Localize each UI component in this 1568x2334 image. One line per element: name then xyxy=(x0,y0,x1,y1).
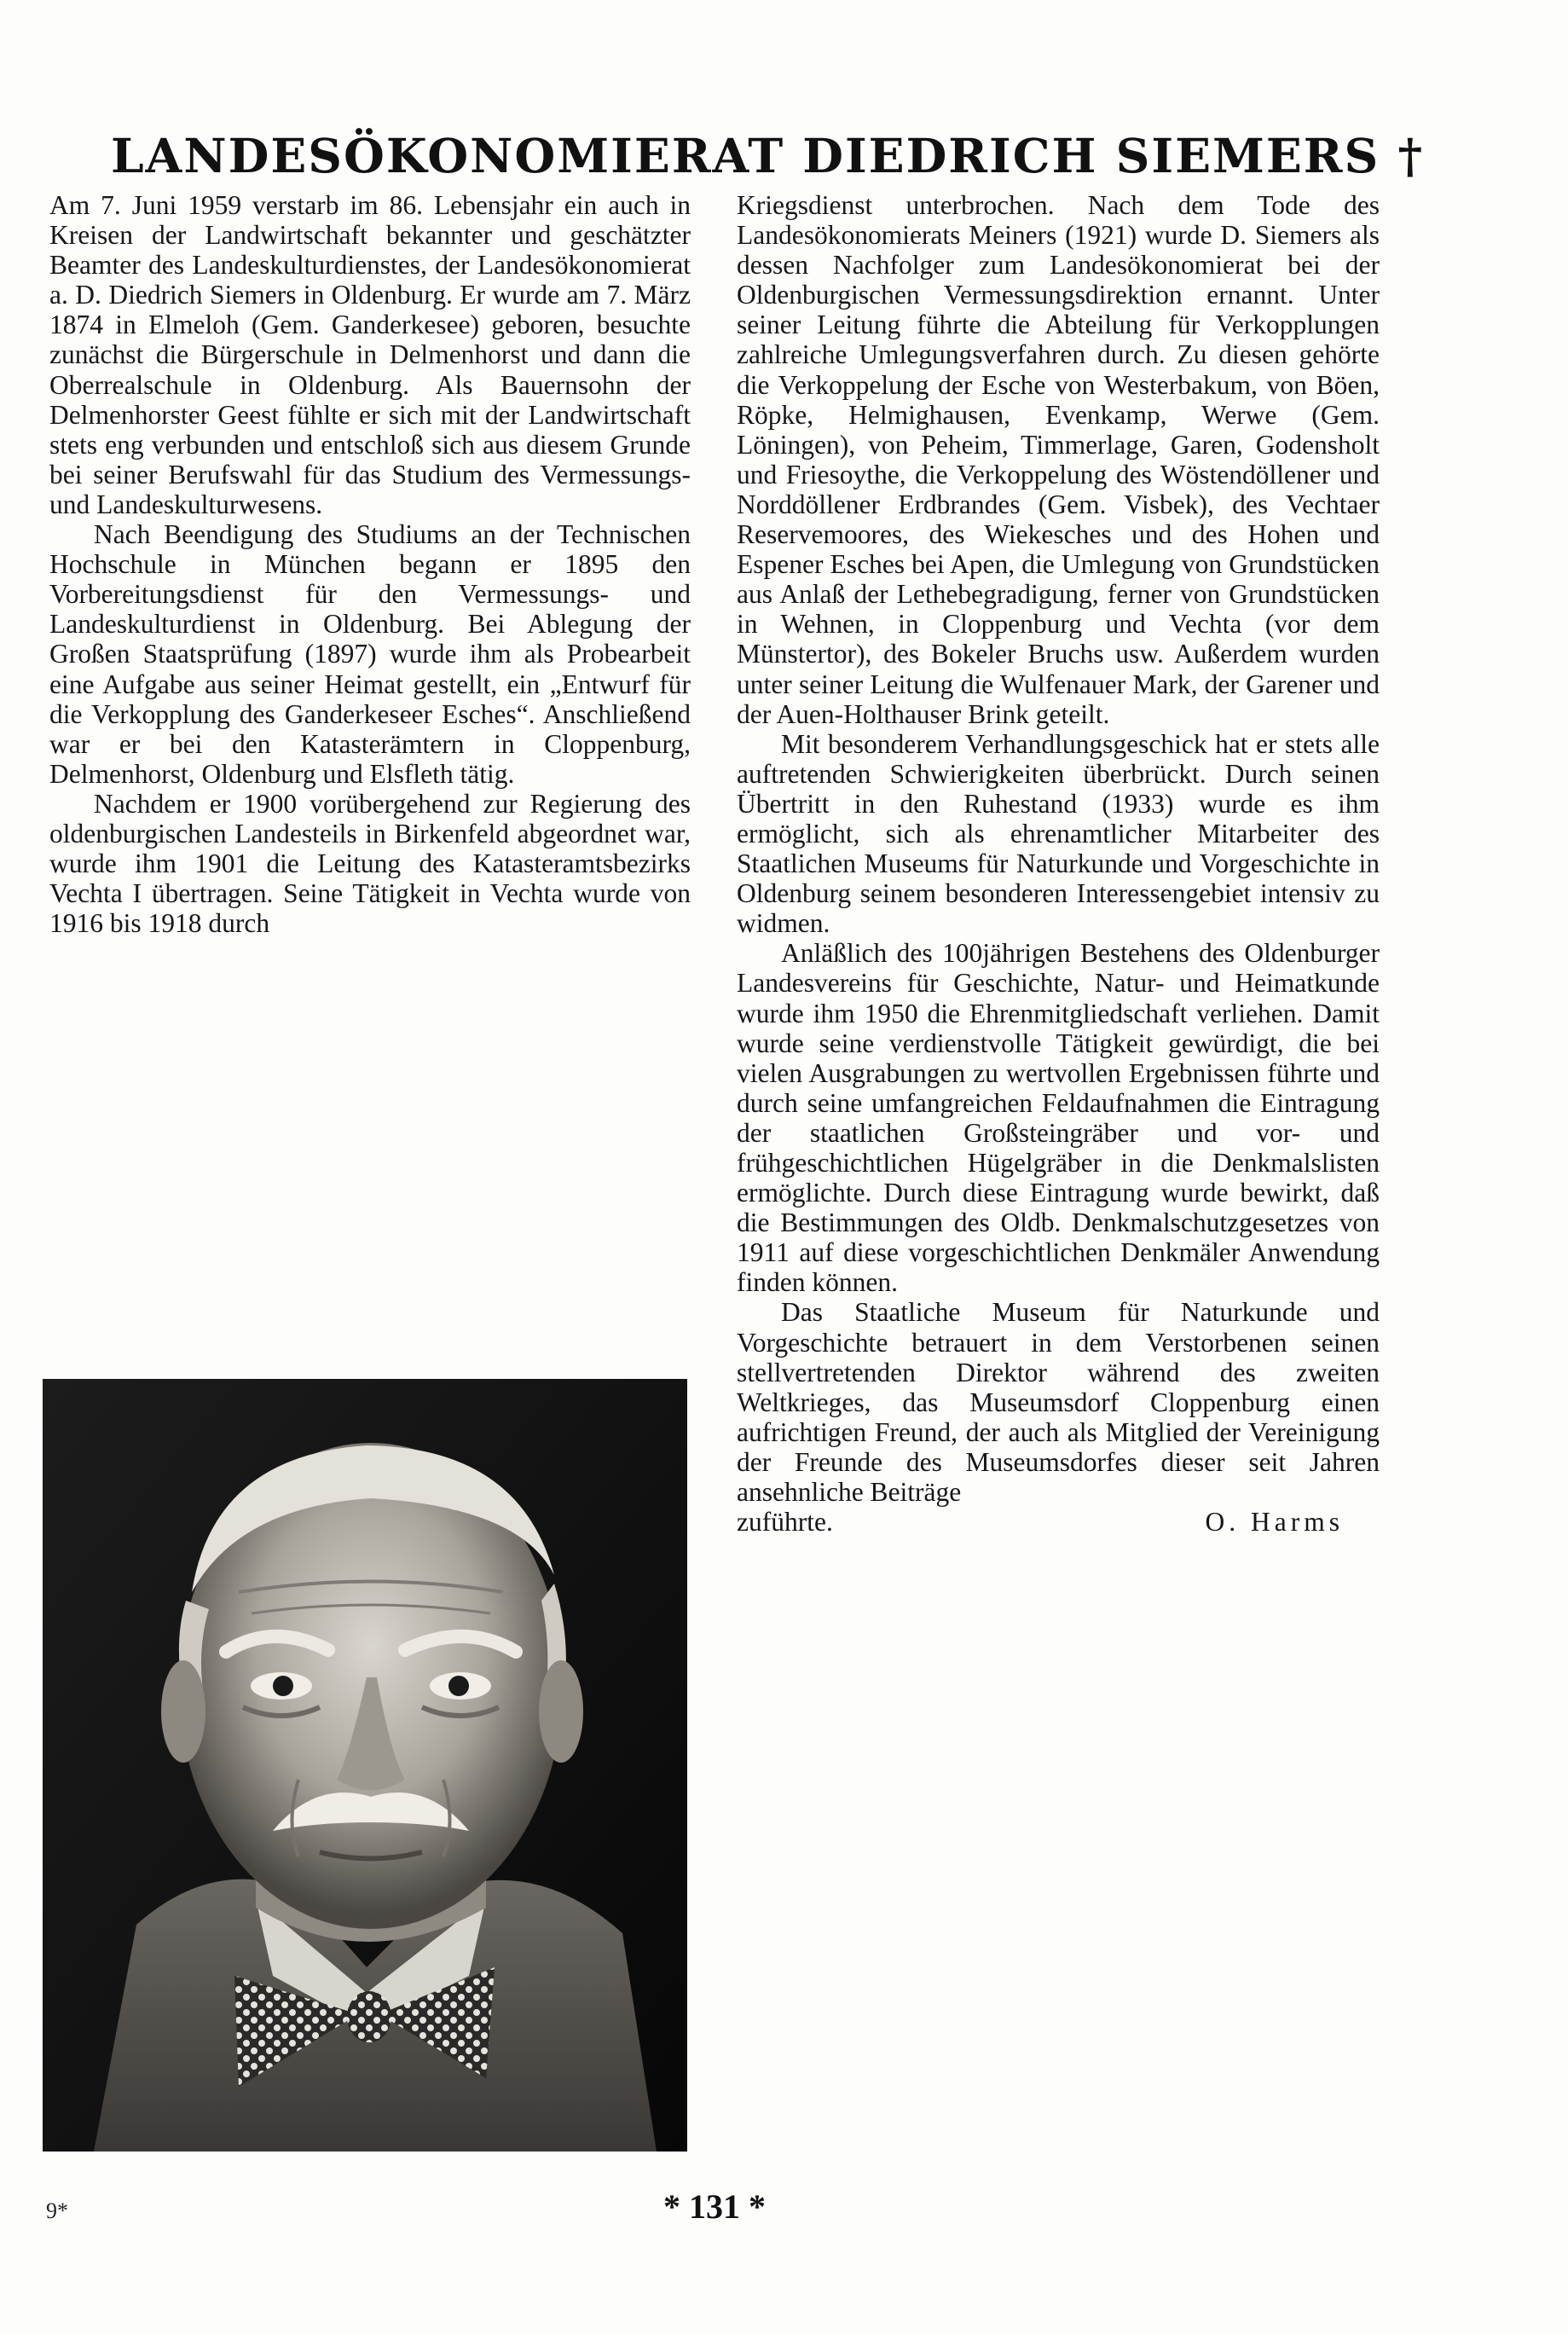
portrait-photo xyxy=(43,1379,687,2152)
signature-mark: 9* xyxy=(46,2198,68,2223)
paragraph-retirement: Mit besonderem Verhandlungsgeschick hat er stets alle auftretenden Schwierigkeiten überbrückt. Durch seinen Übertritt in den Ruhestand (1933) wurde es ihm ermöglicht, sich als ehrenamtlicher Mitarbeiter des Staatlichen Museums für Naturkunde und Vorgeschichte in Oldenburg seinem besonderen Interessengebiet intensiv zu widmen. xyxy=(737,728,1380,939)
closing-words: zuführte. xyxy=(737,1507,833,1538)
paragraph-directorate: Kriegsdienst unterbrochen. Nach dem Tode des Landesökonomierats Meiners (1921) wurde D. Siemers als dessen Nachfolger zum Landesökonomierat bei der Oldenburgischen Vermessungsdirektion ernannt. Unter seiner Leitung führte die Abteilung für Verkopplungen zahlreiche Umlegungsverfahren durch. Zu diesen gehörte die Verkoppelung der Esche von Westerbakum, von Böen, Röpke, Helmighausen, Evenkamp, Werwe (Gem. Löningen), von Peheim, Timmerlage, Garen, Godensholt und Friesoythe, die Verkoppelung des Wöstendöllener und Norddöllener Erdbrandes (Gem. Visbek), des Vechtaer Reservemoores, des Wiekesches und des Hohen und Espener Esches bei Apen, die Umlegung von Grundstücken aus Anlaß der Lethebegradigung, ferner von Grundstücken in Wehnen, in Cloppenburg und Vechta (vor dem Münstertor), des Bokeler Bruchs usw. Außerdem wurden unter seiner Leitung die Wulfenauer Mark, der Garener und der Auen-Holthauser Brink geteilt. xyxy=(737,190,1380,729)
article-title: LANDESÖKONOMIERAT DIEDRICH SIEMERS † xyxy=(111,128,1425,183)
paragraph-career: Nachdem er 1900 vorübergehend zur Regierung des oldenburgischen Landesteils in Birkenfeld abgeordnet war, wurde ihm 1901 die Leitung des Katasteramtsbezirks Vechta I übertragen. Seine Tätigkeit in Vechta wurde von 1916 bis 1918 durch xyxy=(49,788,691,939)
right-column xyxy=(737,190,1380,1537)
paragraph-studies: Nach Beendigung des Studiums an der Technischen Hochschule in München begann er 1895 den Vorbereitungsdienst für den Vermessungs- und Landeskulturdienst in Oldenburg. Bei Ablegung der Großen Staatsprüfung (1897) wurde ihm als Probearbeit eine Aufgabe aus seiner Heimat gestellt, ein „Entwurf für die Verkopplung des Ganderkeseer Esches“. Anschließend war er bei den Katasterämtern in Cloppenburg, Delmenhorst, Oldenburg und Elsfleth tätig. xyxy=(49,519,691,789)
portrait-illustration xyxy=(43,1379,687,2152)
signature-line xyxy=(737,1507,1380,1537)
paragraph-intro: Am 7. Juni 1959 verstarb im 86. Lebensjahr ein auch in Kreisen der Landwirtschaft bekannter und geschätzter Beamter des Landeskulturdienstes, der Landesökonomierat a. D. Diedrich Siemers in Oldenburg. Er wurde am 7. März 1874 in Elmeloh (Gem. Ganderkesee) geboren, besuchte zunächst die Bürgerschule in Delmenhorst und dann die Oberrealschule in Oldenburg. Als Bauernsohn der Delmenhorster Geest fühlte er sich mit der Landwirtschaft stets eng verbunden und entschloß sich aus diesem Grunde bei seiner Berufswahl für das Studium des Vermessungs- und Landeskulturwesens. xyxy=(49,190,691,519)
paragraph-honours: Anläßlich des 100jährigen Bestehens des Oldenburger Landesvereins für Geschichte, Natur- und Heimatkunde wurde ihm 1950 die Ehrenmitgliedschaft verliehen. Damit wurde seine verdienstvolle Tätigkeit gewürdigt, die bei vielen Ausgrabungen zu wertvollen Ergebnissen führte und durch seine umfangreichen Feldaufnahmen die Eintragung der staatlichen Großsteingräber und vor- und frühgeschichtlichen Hügelgräber in die Denkmalslisten ermöglichte. Durch diese Eintragung wurde bewirkt, daß die Bestimmungen des Oldb. Denkmalschutzgesetzes von 1911 auf diese vorgeschichtlichen Denkmäler Anwendung finden können. xyxy=(737,938,1380,1298)
page-number: * 131 * xyxy=(663,2187,766,2226)
left-column xyxy=(49,190,691,938)
author-signature: O. Harms xyxy=(1205,1507,1344,1538)
paragraph-mourning: Das Staatliche Museum für Naturkunde und Vorgeschichte betrauert in dem Verstorbenen seinen stellvertretenden Direktor während des zweiten Weltkrieges, das Museumsdorf Cloppenburg einen aufrichtigen Freund, der auch als Mitglied der Vereinigung der Freunde des Museumsdorfes dieser seit Jahren ansehnliche Beiträge xyxy=(737,1297,1380,1508)
